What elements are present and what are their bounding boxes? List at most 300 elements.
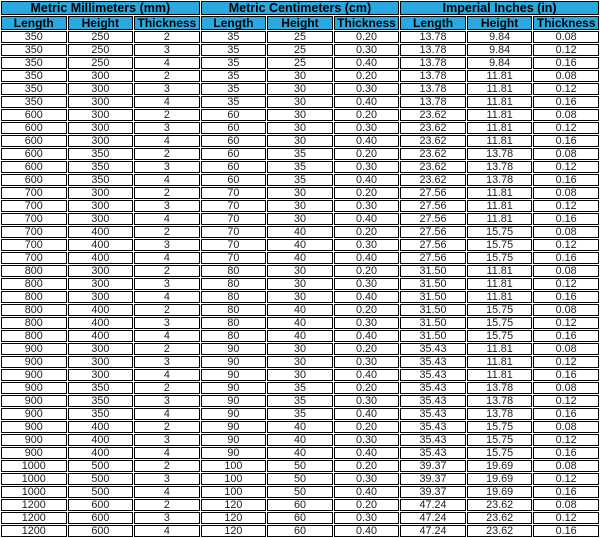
table-cell: 50 <box>267 486 333 498</box>
table-row <box>1 317 599 329</box>
table-cell: 0.20 <box>334 421 400 433</box>
table-cell: 4 <box>134 213 200 225</box>
table-cell: 700 <box>1 187 67 199</box>
column-header-cm-length: Length <box>201 16 267 30</box>
table-cell: 400 <box>68 304 134 316</box>
table-cell: 13.78 <box>467 395 533 407</box>
table-cell: 60 <box>201 109 267 121</box>
table-cell: 11.81 <box>467 343 533 355</box>
table-cell: 13.78 <box>467 148 533 160</box>
table-cell: 3 <box>134 161 200 173</box>
table-cell: 400 <box>68 447 134 459</box>
table-cell: 3 <box>134 278 200 290</box>
table-cell: 300 <box>68 369 134 381</box>
table-cell: 27.56 <box>400 239 466 251</box>
table-cell: 0.40 <box>334 252 400 264</box>
table-cell: 0.16 <box>533 174 599 186</box>
table-row <box>1 512 599 524</box>
table-cell: 0.20 <box>334 31 400 43</box>
table-cell: 11.81 <box>467 265 533 277</box>
table-cell: 2 <box>134 343 200 355</box>
table-cell: 0.20 <box>334 265 400 277</box>
table-cell: 500 <box>68 486 134 498</box>
table-cell: 300 <box>68 187 134 199</box>
table-cell: 70 <box>201 213 267 225</box>
table-cell: 0.16 <box>533 408 599 420</box>
table-cell: 35 <box>201 44 267 56</box>
table-cell: 300 <box>68 200 134 212</box>
table-cell: 4 <box>134 408 200 420</box>
table-cell: 9.84 <box>467 57 533 69</box>
table-cell: 2 <box>134 421 200 433</box>
table-cell: 900 <box>1 356 67 368</box>
table-cell: 39.37 <box>400 473 466 485</box>
table-cell: 400 <box>68 317 134 329</box>
table-cell: 70 <box>201 226 267 238</box>
table-cell: 0.12 <box>533 278 599 290</box>
table-row <box>1 330 599 342</box>
table-row <box>1 356 599 368</box>
table-cell: 350 <box>1 96 67 108</box>
table-cell: 0.20 <box>334 382 400 394</box>
table-cell: 0.12 <box>533 122 599 134</box>
table-cell: 350 <box>68 395 134 407</box>
table-cell: 0.08 <box>533 304 599 316</box>
table-cell: 3 <box>134 512 200 524</box>
table-cell: 11.81 <box>467 109 533 121</box>
table-cell: 400 <box>68 252 134 264</box>
table-cell: 4 <box>134 291 200 303</box>
table-row <box>1 161 599 173</box>
table-cell: 300 <box>68 213 134 225</box>
table-cell: 11.81 <box>467 135 533 147</box>
table-row <box>1 395 599 407</box>
table-row <box>1 57 599 69</box>
table-cell: 23.62 <box>467 512 533 524</box>
table-cell: 0.08 <box>533 499 599 511</box>
table-cell: 0.16 <box>533 252 599 264</box>
table-cell: 35 <box>267 395 333 407</box>
table-row <box>1 499 599 511</box>
table-row <box>1 408 599 420</box>
table-cell: 0.40 <box>334 525 400 537</box>
table-cell: 0.16 <box>533 525 599 537</box>
table-cell: 0.40 <box>334 291 400 303</box>
table-cell: 0.20 <box>334 109 400 121</box>
table-cell: 25 <box>267 31 333 43</box>
table-cell: 40 <box>267 239 333 251</box>
table-cell: 27.56 <box>400 226 466 238</box>
table-cell: 13.78 <box>467 174 533 186</box>
table-cell: 0.16 <box>533 57 599 69</box>
table-cell: 350 <box>1 83 67 95</box>
table-cell: 47.24 <box>400 499 466 511</box>
table-cell: 31.50 <box>400 291 466 303</box>
table-cell: 900 <box>1 369 67 381</box>
table-cell: 40 <box>267 252 333 264</box>
table-cell: 39.37 <box>400 460 466 472</box>
table-cell: 3 <box>134 83 200 95</box>
table-row <box>1 473 599 485</box>
table-cell: 600 <box>68 512 134 524</box>
table-cell: 60 <box>201 135 267 147</box>
table-row <box>1 109 599 121</box>
table-row <box>1 369 599 381</box>
table-cell: 2 <box>134 70 200 82</box>
table-cell: 3 <box>134 395 200 407</box>
table-cell: 2 <box>134 265 200 277</box>
table-row <box>1 486 599 498</box>
table-cell: 11.81 <box>467 278 533 290</box>
table-cell: 350 <box>68 161 134 173</box>
table-cell: 400 <box>68 226 134 238</box>
table-cell: 11.81 <box>467 356 533 368</box>
table-cell: 50 <box>267 460 333 472</box>
table-cell: 0.30 <box>334 356 400 368</box>
table-cell: 11.81 <box>467 369 533 381</box>
group-header-metric-mm: Metric Millimeters (mm) <box>1 1 200 15</box>
table-cell: 350 <box>68 174 134 186</box>
table-cell: 19.69 <box>467 460 533 472</box>
table-row <box>1 200 599 212</box>
table-cell: 0.40 <box>334 486 400 498</box>
table-row <box>1 460 599 472</box>
table-cell: 30 <box>267 135 333 147</box>
table-cell: 500 <box>68 460 134 472</box>
table-cell: 11.81 <box>467 122 533 134</box>
table-cell: 31.50 <box>400 330 466 342</box>
table-cell: 80 <box>201 317 267 329</box>
table-cell: 35 <box>267 161 333 173</box>
table-cell: 40 <box>267 330 333 342</box>
table-cell: 47.24 <box>400 525 466 537</box>
table-cell: 11.81 <box>467 83 533 95</box>
table-cell: 13.78 <box>400 83 466 95</box>
table-cell: 1200 <box>1 512 67 524</box>
table-cell: 0.12 <box>533 200 599 212</box>
table-cell: 2 <box>134 226 200 238</box>
table-cell: 47.24 <box>400 512 466 524</box>
table-cell: 0.08 <box>533 343 599 355</box>
table-cell: 350 <box>1 31 67 43</box>
table-cell: 700 <box>1 213 67 225</box>
table-cell: 35.43 <box>400 395 466 407</box>
table-cell: 11.81 <box>467 200 533 212</box>
table-cell: 0.16 <box>533 213 599 225</box>
table-cell: 60 <box>267 512 333 524</box>
table-cell: 27.56 <box>400 187 466 199</box>
table-cell: 900 <box>1 408 67 420</box>
table-cell: 0.16 <box>533 135 599 147</box>
table-cell: 11.81 <box>467 187 533 199</box>
table-cell: 35.43 <box>400 421 466 433</box>
table-cell: 4 <box>134 135 200 147</box>
table-cell: 15.75 <box>467 239 533 251</box>
table-cell: 15.75 <box>467 421 533 433</box>
table-cell: 120 <box>201 512 267 524</box>
table-cell: 90 <box>201 447 267 459</box>
table-cell: 31.50 <box>400 265 466 277</box>
table-cell: 900 <box>1 343 67 355</box>
table-cell: 0.16 <box>533 291 599 303</box>
table-cell: 90 <box>201 356 267 368</box>
table-cell: 0.20 <box>334 187 400 199</box>
table-cell: 0.08 <box>533 382 599 394</box>
table-cell: 500 <box>68 473 134 485</box>
table-row <box>1 382 599 394</box>
table-row <box>1 265 599 277</box>
table-cell: 30 <box>267 96 333 108</box>
table-cell: 0.12 <box>533 317 599 329</box>
table-cell: 0.20 <box>334 304 400 316</box>
table-cell: 250 <box>68 44 134 56</box>
table-cell: 100 <box>201 486 267 498</box>
table-cell: 0.20 <box>334 343 400 355</box>
table-cell: 300 <box>68 109 134 121</box>
table-cell: 4 <box>134 330 200 342</box>
table-cell: 800 <box>1 291 67 303</box>
table-cell: 900 <box>1 395 67 407</box>
table-cell: 40 <box>267 421 333 433</box>
table-row <box>1 434 599 446</box>
table-cell: 35.43 <box>400 343 466 355</box>
table-cell: 23.62 <box>400 148 466 160</box>
table-cell: 250 <box>68 57 134 69</box>
table-cell: 90 <box>201 421 267 433</box>
table-cell: 35 <box>267 148 333 160</box>
table-cell: 900 <box>1 434 67 446</box>
table-cell: 80 <box>201 304 267 316</box>
table-cell: 3 <box>134 239 200 251</box>
table-cell: 13.78 <box>400 44 466 56</box>
table-cell: 2 <box>134 148 200 160</box>
table-cell: 30 <box>267 70 333 82</box>
table-cell: 0.20 <box>334 460 400 472</box>
table-cell: 60 <box>201 174 267 186</box>
table-cell: 0.20 <box>334 148 400 160</box>
table-cell: 300 <box>68 291 134 303</box>
group-header-row <box>1 1 599 15</box>
table-cell: 2 <box>134 31 200 43</box>
table-row <box>1 122 599 134</box>
table-cell: 0.30 <box>334 44 400 56</box>
table-cell: 0.40 <box>334 330 400 342</box>
table-cell: 0.08 <box>533 187 599 199</box>
table-cell: 70 <box>201 252 267 264</box>
table-cell: 120 <box>201 499 267 511</box>
table-cell: 0.16 <box>533 96 599 108</box>
table-cell: 0.20 <box>334 499 400 511</box>
table-cell: 23.62 <box>400 135 466 147</box>
table-cell: 4 <box>134 369 200 381</box>
table-cell: 350 <box>68 382 134 394</box>
table-cell: 15.75 <box>467 447 533 459</box>
table-cell: 0.08 <box>533 460 599 472</box>
table-row <box>1 70 599 82</box>
column-header-row <box>1 16 599 30</box>
table-cell: 2 <box>134 499 200 511</box>
table-row <box>1 135 599 147</box>
table-cell: 600 <box>1 161 67 173</box>
table-cell: 0.30 <box>334 200 400 212</box>
table-cell: 0.40 <box>334 96 400 108</box>
table-cell: 31.50 <box>400 278 466 290</box>
table-cell: 350 <box>1 70 67 82</box>
table-cell: 600 <box>1 109 67 121</box>
table-cell: 30 <box>267 213 333 225</box>
table-cell: 90 <box>201 343 267 355</box>
table-cell: 4 <box>134 447 200 459</box>
table-cell: 0.20 <box>334 70 400 82</box>
table-cell: 40 <box>267 226 333 238</box>
column-header-cm-thickness: Thickness <box>334 16 400 30</box>
table-cell: 0.40 <box>334 174 400 186</box>
table-cell: 800 <box>1 330 67 342</box>
table-cell: 30 <box>267 83 333 95</box>
table-cell: 3 <box>134 473 200 485</box>
table-cell: 100 <box>201 460 267 472</box>
table-cell: 4 <box>134 174 200 186</box>
table-cell: 0.40 <box>334 408 400 420</box>
table-cell: 0.12 <box>533 239 599 251</box>
table-cell: 35 <box>201 31 267 43</box>
table-cell: 80 <box>201 291 267 303</box>
table-cell: 0.30 <box>334 473 400 485</box>
table-cell: 30 <box>267 122 333 134</box>
table-cell: 30 <box>267 356 333 368</box>
table-cell: 0.12 <box>533 395 599 407</box>
table-cell: 2 <box>134 382 200 394</box>
table-cell: 300 <box>68 356 134 368</box>
table-cell: 0.08 <box>533 421 599 433</box>
table-cell: 0.40 <box>334 135 400 147</box>
table-cell: 0.12 <box>533 473 599 485</box>
table-cell: 25 <box>267 57 333 69</box>
table-cell: 0.30 <box>334 122 400 134</box>
table-cell: 0.16 <box>533 369 599 381</box>
table-row <box>1 96 599 108</box>
table-cell: 700 <box>1 239 67 251</box>
table-cell: 35 <box>201 57 267 69</box>
table-cell: 60 <box>267 525 333 537</box>
table-cell: 4 <box>134 252 200 264</box>
table-cell: 2 <box>134 304 200 316</box>
table-cell: 3 <box>134 122 200 134</box>
table-cell: 0.12 <box>533 161 599 173</box>
table-cell: 0.30 <box>334 395 400 407</box>
table-cell: 0.30 <box>334 83 400 95</box>
table-cell: 3 <box>134 356 200 368</box>
table-cell: 0.30 <box>334 317 400 329</box>
table-cell: 9.84 <box>467 44 533 56</box>
table-cell: 300 <box>68 70 134 82</box>
table-row <box>1 187 599 199</box>
table-cell: 11.81 <box>467 213 533 225</box>
table-row <box>1 278 599 290</box>
table-cell: 90 <box>201 434 267 446</box>
table-cell: 3 <box>134 317 200 329</box>
table-cell: 600 <box>1 174 67 186</box>
table-cell: 0.40 <box>334 57 400 69</box>
table-cell: 90 <box>201 395 267 407</box>
table-cell: 60 <box>201 148 267 160</box>
table-row <box>1 83 599 95</box>
table-cell: 300 <box>68 265 134 277</box>
column-header-mm-length: Length <box>1 16 67 30</box>
table-cell: 35.43 <box>400 369 466 381</box>
table-cell: 60 <box>267 499 333 511</box>
table-row <box>1 31 599 43</box>
table-cell: 1000 <box>1 460 67 472</box>
table-cell: 400 <box>68 421 134 433</box>
table-cell: 600 <box>1 135 67 147</box>
table-cell: 80 <box>201 265 267 277</box>
table-cell: 600 <box>68 525 134 537</box>
table-cell: 15.75 <box>467 330 533 342</box>
table-cell: 0.40 <box>334 447 400 459</box>
table-cell: 35 <box>267 382 333 394</box>
table-cell: 0.40 <box>334 213 400 225</box>
table-cell: 23.62 <box>467 525 533 537</box>
table-cell: 13.78 <box>400 57 466 69</box>
table-cell: 4 <box>134 486 200 498</box>
table-cell: 0.08 <box>533 265 599 277</box>
table-cell: 300 <box>68 343 134 355</box>
table-cell: 23.62 <box>400 109 466 121</box>
table-cell: 0.08 <box>533 70 599 82</box>
table-cell: 800 <box>1 304 67 316</box>
table-cell: 0.08 <box>533 148 599 160</box>
column-header-mm-thickness: Thickness <box>134 16 200 30</box>
table-row <box>1 148 599 160</box>
table-cell: 4 <box>134 57 200 69</box>
table-row <box>1 226 599 238</box>
table-cell: 0.30 <box>334 434 400 446</box>
table-cell: 0.12 <box>533 434 599 446</box>
table-cell: 35 <box>267 408 333 420</box>
table-cell: 0.30 <box>334 278 400 290</box>
table-cell: 900 <box>1 447 67 459</box>
table-cell: 13.78 <box>400 31 466 43</box>
table-cell: 30 <box>267 343 333 355</box>
table-cell: 700 <box>1 226 67 238</box>
table-cell: 0.12 <box>533 44 599 56</box>
table-cell: 27.56 <box>400 213 466 225</box>
table-body <box>1 31 599 537</box>
table-cell: 30 <box>267 369 333 381</box>
table-cell: 0.08 <box>533 31 599 43</box>
table-cell: 30 <box>267 265 333 277</box>
table-cell: 30 <box>267 278 333 290</box>
table-cell: 600 <box>1 122 67 134</box>
table-cell: 700 <box>1 252 67 264</box>
table-cell: 2 <box>134 187 200 199</box>
table-cell: 30 <box>267 187 333 199</box>
table-cell: 300 <box>68 122 134 134</box>
table-cell: 2 <box>134 109 200 121</box>
table-cell: 27.56 <box>400 200 466 212</box>
table-cell: 3 <box>134 434 200 446</box>
table-cell: 800 <box>1 278 67 290</box>
table-cell: 13.78 <box>467 408 533 420</box>
table-row <box>1 44 599 56</box>
table-cell: 13.78 <box>467 161 533 173</box>
table-cell: 0.30 <box>334 512 400 524</box>
table-cell: 600 <box>68 499 134 511</box>
column-header-in-height: Height <box>467 16 533 30</box>
table-row <box>1 291 599 303</box>
table-cell: 35.43 <box>400 434 466 446</box>
